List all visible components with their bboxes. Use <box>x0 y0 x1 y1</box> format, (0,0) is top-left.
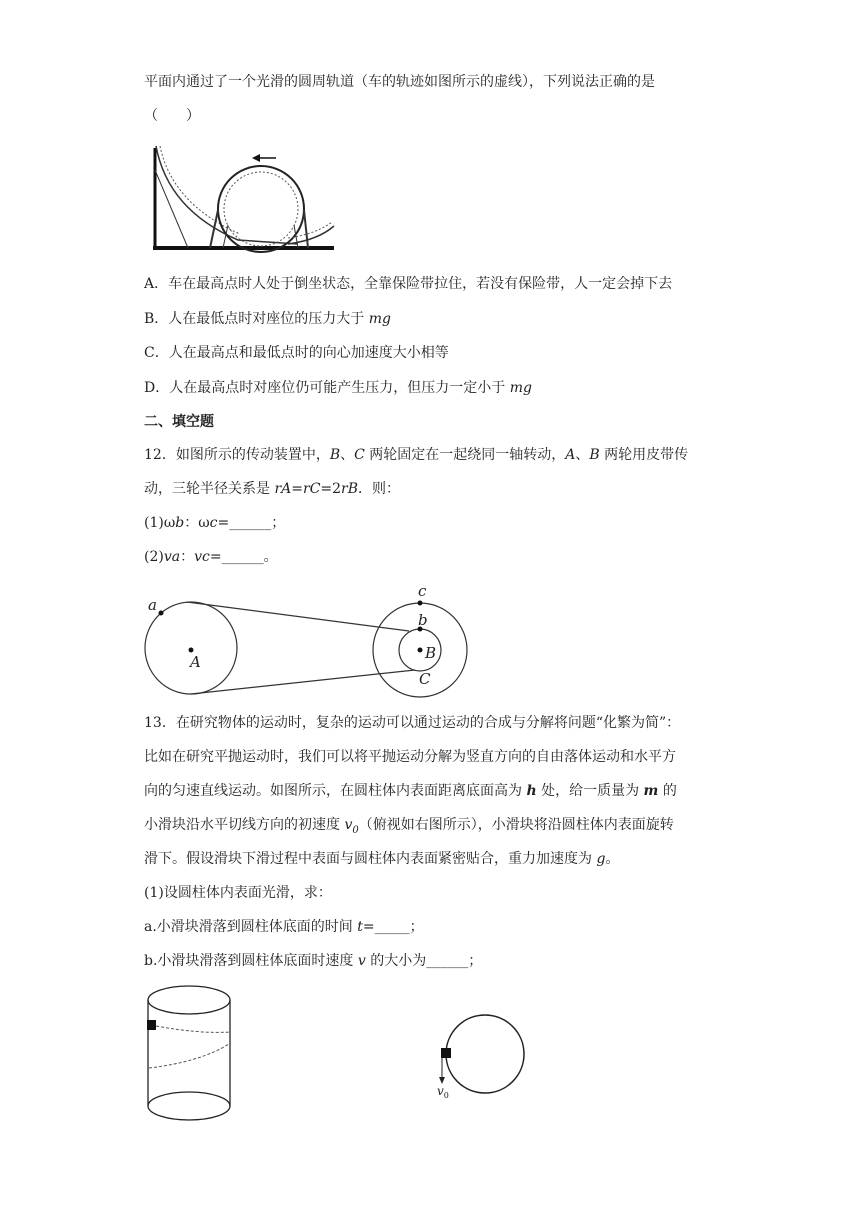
q13-line2: 比如在研究平抛运动时，我们可以将平抛运动分解为竖直方向的自由落体运动和水平方 <box>144 749 676 765</box>
belt-transmission-figure <box>140 580 480 705</box>
label-b-point: b <box>418 611 428 629</box>
cylinder-figure <box>140 980 240 1130</box>
q13-line4: 小滑块沿水平切线方向的初速度 $v_0$（俯视如右图所示），小滑块将沿圆柱体内表面旋转 <box>144 817 674 836</box>
top-view-figure <box>430 1005 530 1105</box>
q11-stem-line2: （ ） <box>144 108 200 124</box>
q12-line1: 12．如图所示的传动装置中，B、C 两轮固定在一起绕同一轴转动，A、B 两轮用皮带传 <box>144 447 689 463</box>
q13-sub-b: b.小滑块滑落到圆柱体底面时速度 v 的大小为______； <box>144 953 483 969</box>
q11-stem-line1: 平面内通过了一个光滑的圆周轨道（车的轨迹如图所示的虚线），下列说法正确的是 <box>144 74 655 90</box>
q12-line2: 动，三轮半径关系是 rA=rC=2rB．则： <box>144 481 401 497</box>
v0-label: $v_0$ <box>437 1084 449 1100</box>
label-a-point: a <box>148 596 157 614</box>
loop-circle <box>218 166 304 252</box>
label-B-wheel: B <box>425 644 437 662</box>
point-c <box>418 601 423 606</box>
q13-line3: 向的匀速直线运动。如图所示，在圆柱体内表面距离底面高为 h 处，给一质量为 m 的 <box>144 783 677 799</box>
loop-track-figure <box>148 140 338 255</box>
q11-option-d: D．人在最高点时对座位仍可能产生压力，但压力一定小于 mg <box>144 380 532 396</box>
label-A-wheel: A <box>190 653 201 671</box>
q13-sub1: (1)设圆柱体内表面光滑，求： <box>144 885 332 901</box>
cylinder-top <box>148 986 230 1014</box>
spiral-path <box>156 1026 230 1032</box>
label-C-wheel: C <box>419 670 431 688</box>
q13-line5: 滑下。假设滑块下滑过程中表面与圆柱体内表面紧密贴合，重力加速度为 g。 <box>144 851 620 867</box>
cylinder-bottom <box>148 1092 230 1120</box>
slider-block <box>147 1020 156 1030</box>
belt-bottom <box>191 670 415 694</box>
q11-option-c: C．人在最高点和最低点时的向心加速度大小相等 <box>144 345 449 361</box>
q13-sub-a: a.小滑块滑落到圆柱体底面的时间 t=_____； <box>144 919 424 935</box>
top-view-block <box>441 1048 451 1058</box>
q11-option-a: A．车在最高点时人处于倒坐状态，全靠保险带拉住，若没有保险带，人一定会掉下去 <box>144 276 673 292</box>
section-title: 二、填空题 <box>144 414 214 430</box>
loop-dashed-path <box>224 172 298 246</box>
point-a <box>159 611 164 616</box>
q12-sub2: (2)va：vc=______。 <box>144 549 278 565</box>
q12-sub1: (1)ωb：ωc=______； <box>144 515 286 531</box>
label-c-point: c <box>418 582 427 600</box>
top-view-circle <box>446 1015 524 1093</box>
q13-line1: 13．在研究物体的运动时，复杂的运动可以通过运动的合成与分解将问题“化繁为简”： <box>144 715 681 731</box>
q11-option-b: B．人在最低点时对座位的压力大于 mg <box>144 311 391 327</box>
belt-top <box>187 602 409 631</box>
